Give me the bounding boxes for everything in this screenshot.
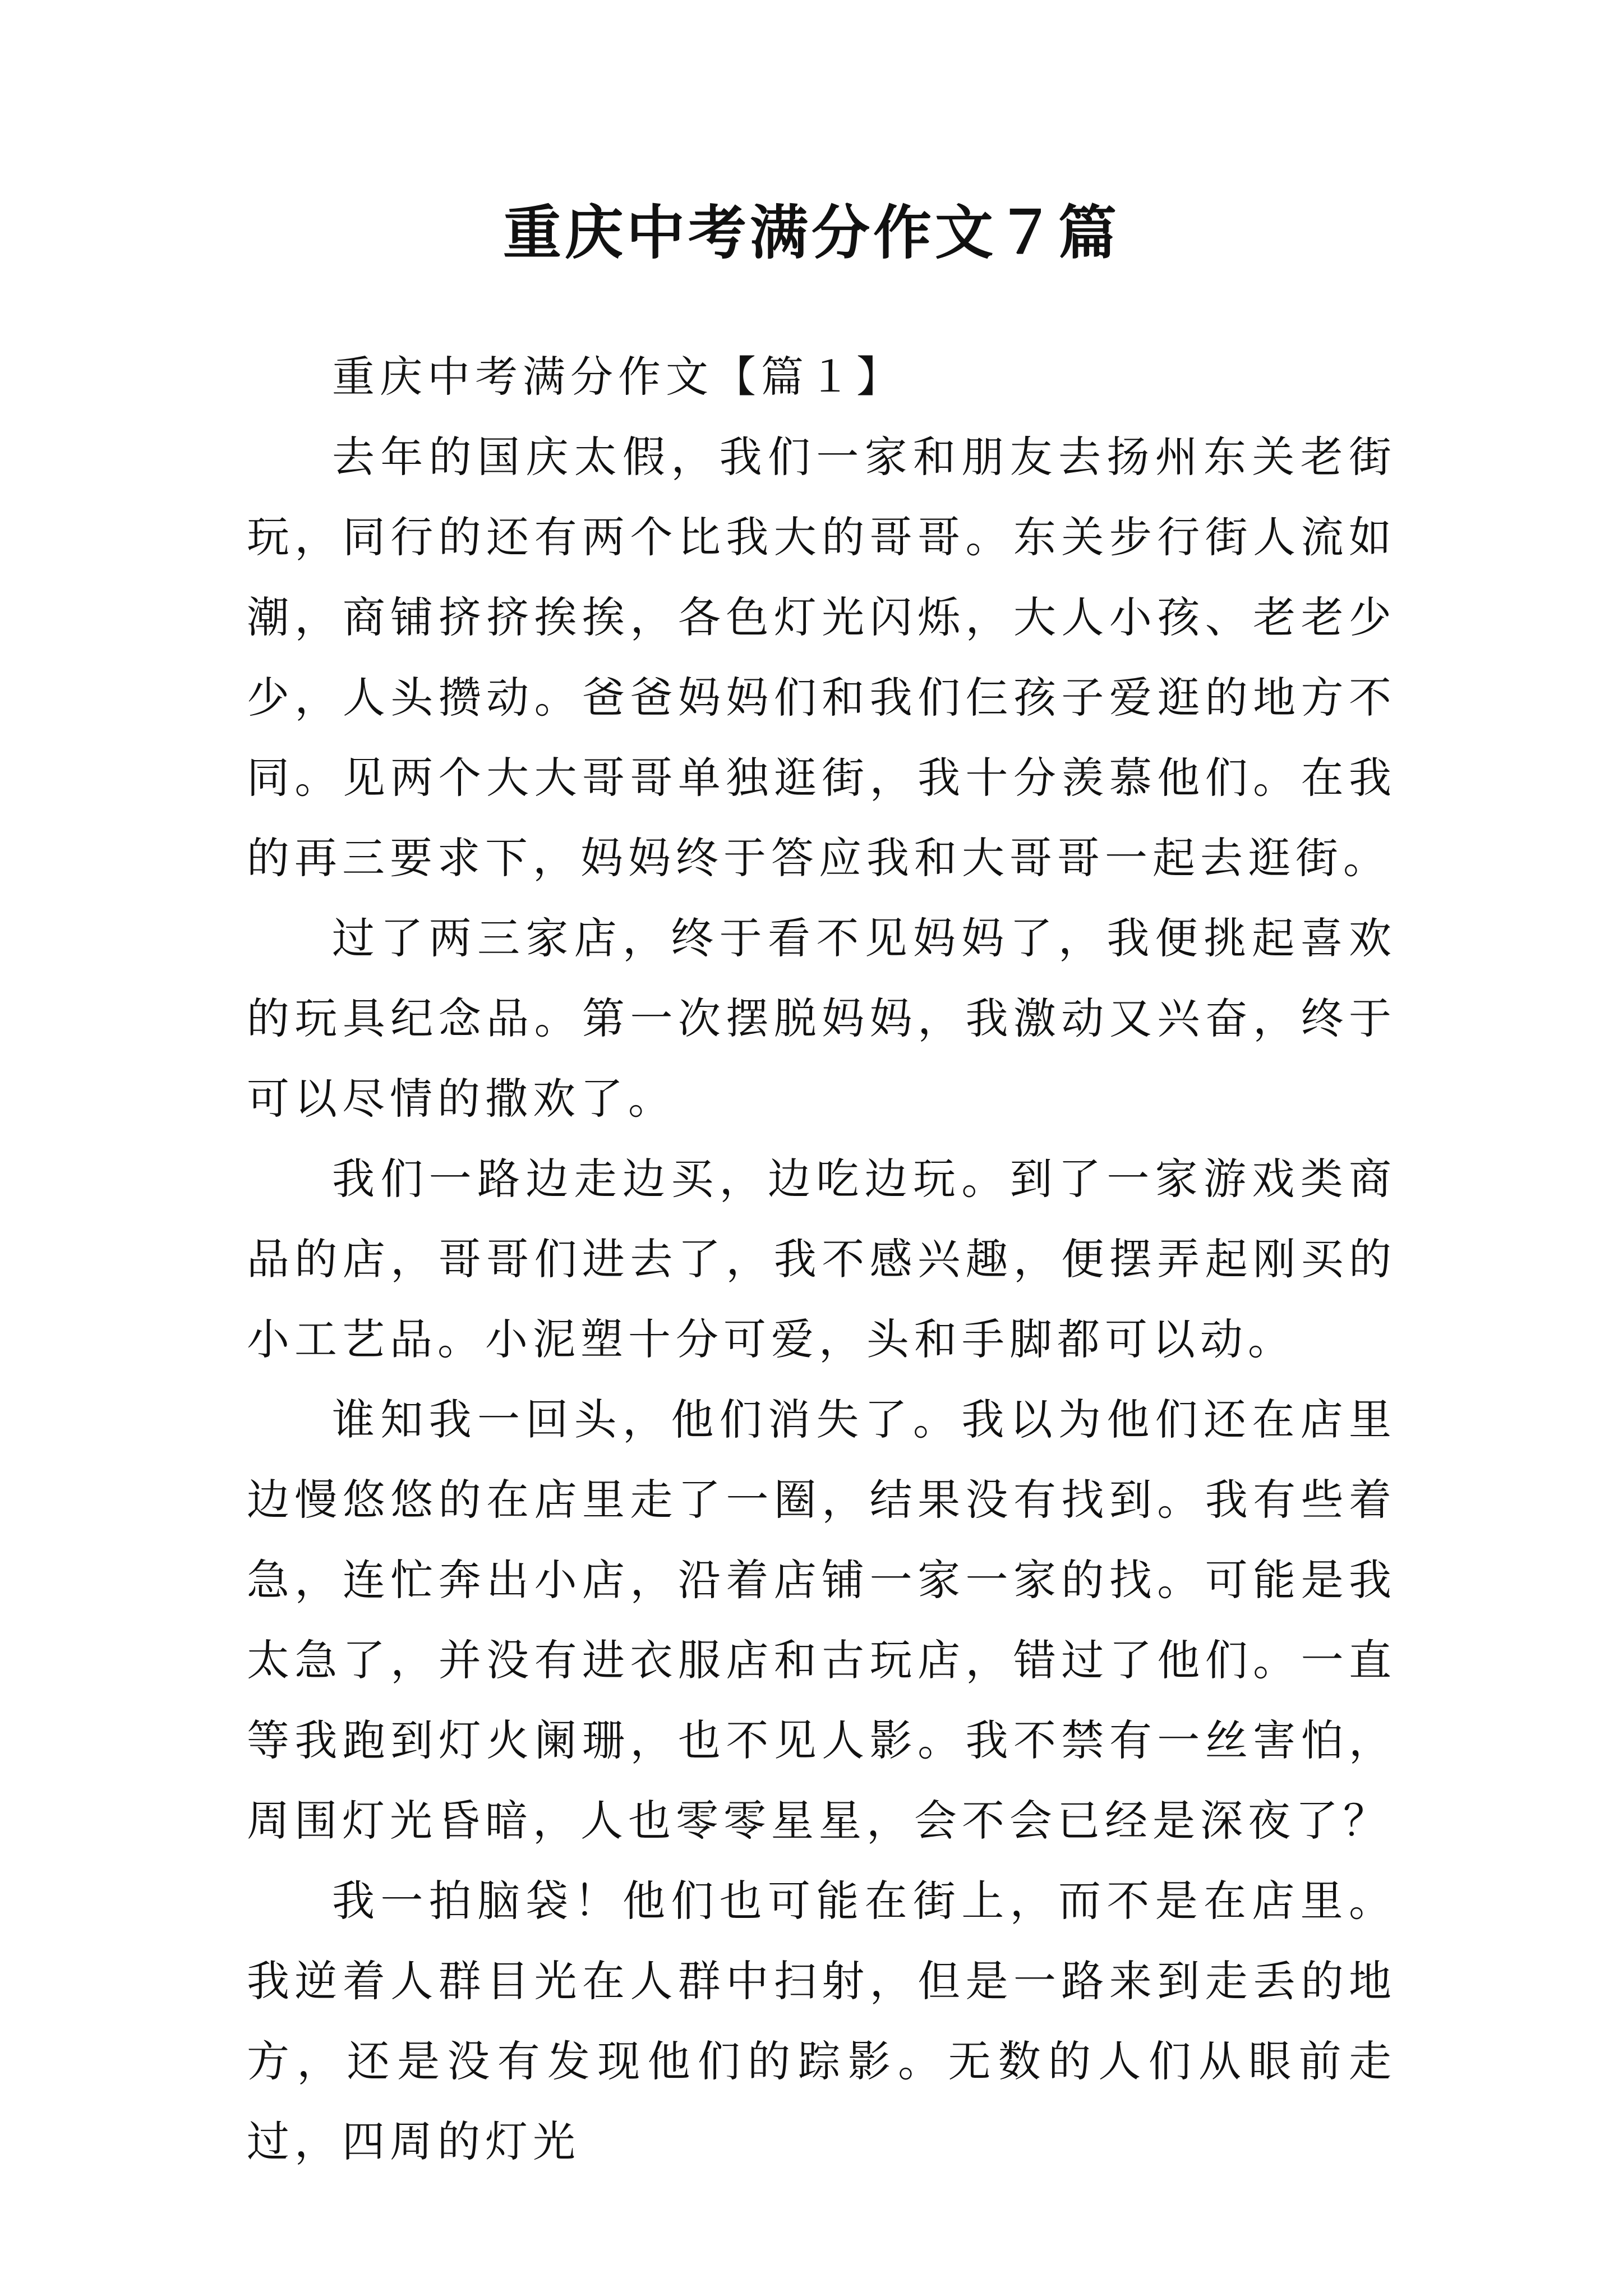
paragraph: 我们一路边走边买，边吃边玩。到了一家游戏类商品的店，哥哥们进去了，我不感兴趣，便摆弄起刚买的小工艺品。小泥塑十分可爱，头和手脚都可以动。 <box>247 1154 1396 1364</box>
document-body <box>247 337 1396 2182</box>
paragraph: 过了两三家店，终于看不见妈妈了，我便挑起喜欢的玩具纪念品。第一次摆脱妈妈，我激动又兴奋，终于可以尽情的撒欢了。 <box>247 913 1396 1124</box>
paragraph: 我一拍脑袋！他们也可能在街上，而不是在店里。我逆着人群目光在人群中扫射，但是一路来到走丢的地方，还是没有发现他们的踪影。无数的人们从眼前走过，四周的灯光 <box>247 1876 1396 2166</box>
paragraph: 谁知我一回头，他们消失了。我以为他们还在店里边慢悠悠的在店里走了一圈，结果没有找到。我有些着急，连忙奔出小店，沿着店铺一家一家的找。可能是我太急了，并没有进衣服店和古玩店，错过了他们。一直等我跑到灯火阑珊，也不见人影。我不禁有一丝害怕，周围灯光昏暗，人也零零星星，会不会已经是深夜了？ <box>247 1395 1396 1846</box>
paragraph: 去年的国庆太假，我们一家和朋友去扬州东关老街玩，同行的还有两个比我大的哥哥。东关步行街人流如潮，商铺挤挤挨挨，各色灯光闪烁，大人小孩、老老少少，人头攒动。爸爸妈妈们和我们仨孩子爱逛的地方不同。见两个大大哥哥单独逛街，我十分羡慕他们。在我的再三要求下，妈妈终于答应我和大哥哥一起去逛街。 <box>247 432 1396 883</box>
section-heading: 重庆中考满分作文【篇１】 <box>332 352 904 402</box>
document-title: 重庆中考满分作文７篇 <box>502 198 1120 267</box>
